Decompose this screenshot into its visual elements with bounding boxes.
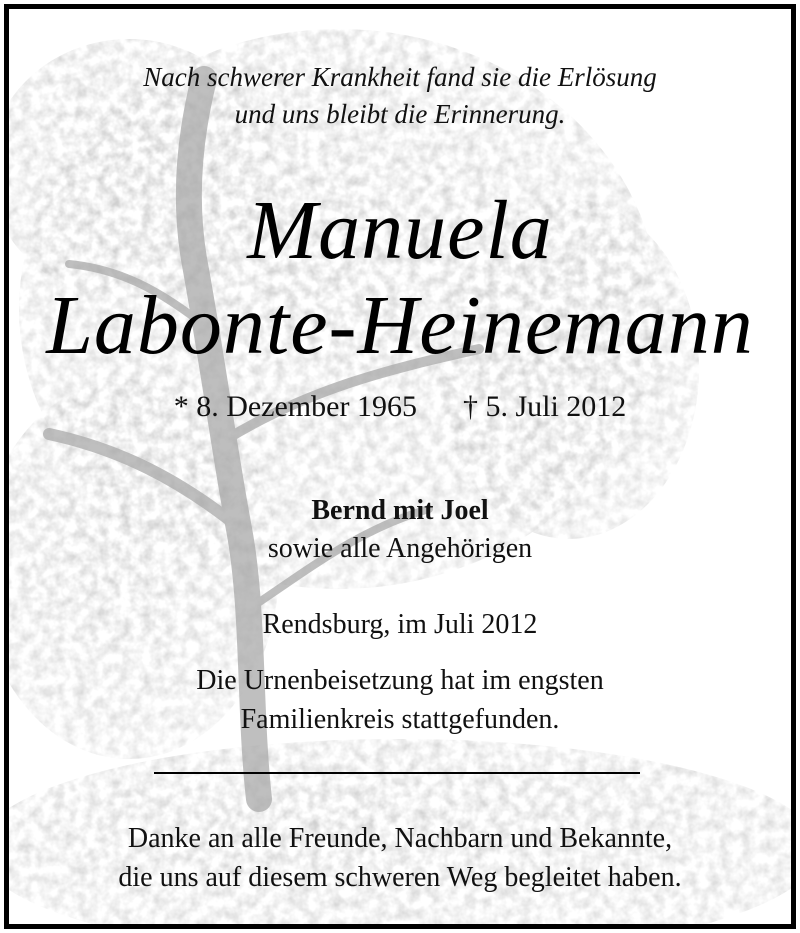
motto-line-2: und uns bleibt die Erinnerung. (234, 99, 566, 129)
motto-line-1: Nach schwerer Krankheit fand sie die Erlösung (143, 62, 657, 92)
death-date: † 5. Juli 2012 (462, 390, 627, 423)
obituary-notice (4, 4, 796, 929)
thanks-line-1: Danke an alle Freunde, Nachbarn und Bekannte, (127, 823, 673, 854)
thanks-line-2: die uns auf diesem schweren Weg begleitet haben. (118, 862, 682, 893)
tree-background-image (9, 9, 791, 924)
burial-note-line-1: Die Urnenbeisetzung hat im engsten (196, 665, 604, 696)
place-and-date: Rendsburg, im Juli 2012 (262, 609, 538, 640)
deceased-first-name: Manuela (247, 184, 553, 277)
life-dates (9, 389, 791, 425)
burial-note-line-2: Familienkreis stattgefunden. (240, 704, 560, 735)
deceased-last-name: Labonte-Heinemann (46, 279, 754, 372)
separator-line (154, 772, 640, 774)
birth-date: * 8. Dezember 1965 (173, 390, 417, 423)
mourners-main: Bernd mit Joel (311, 495, 489, 526)
mourners-others: sowie alle Angehörigen (267, 533, 533, 564)
